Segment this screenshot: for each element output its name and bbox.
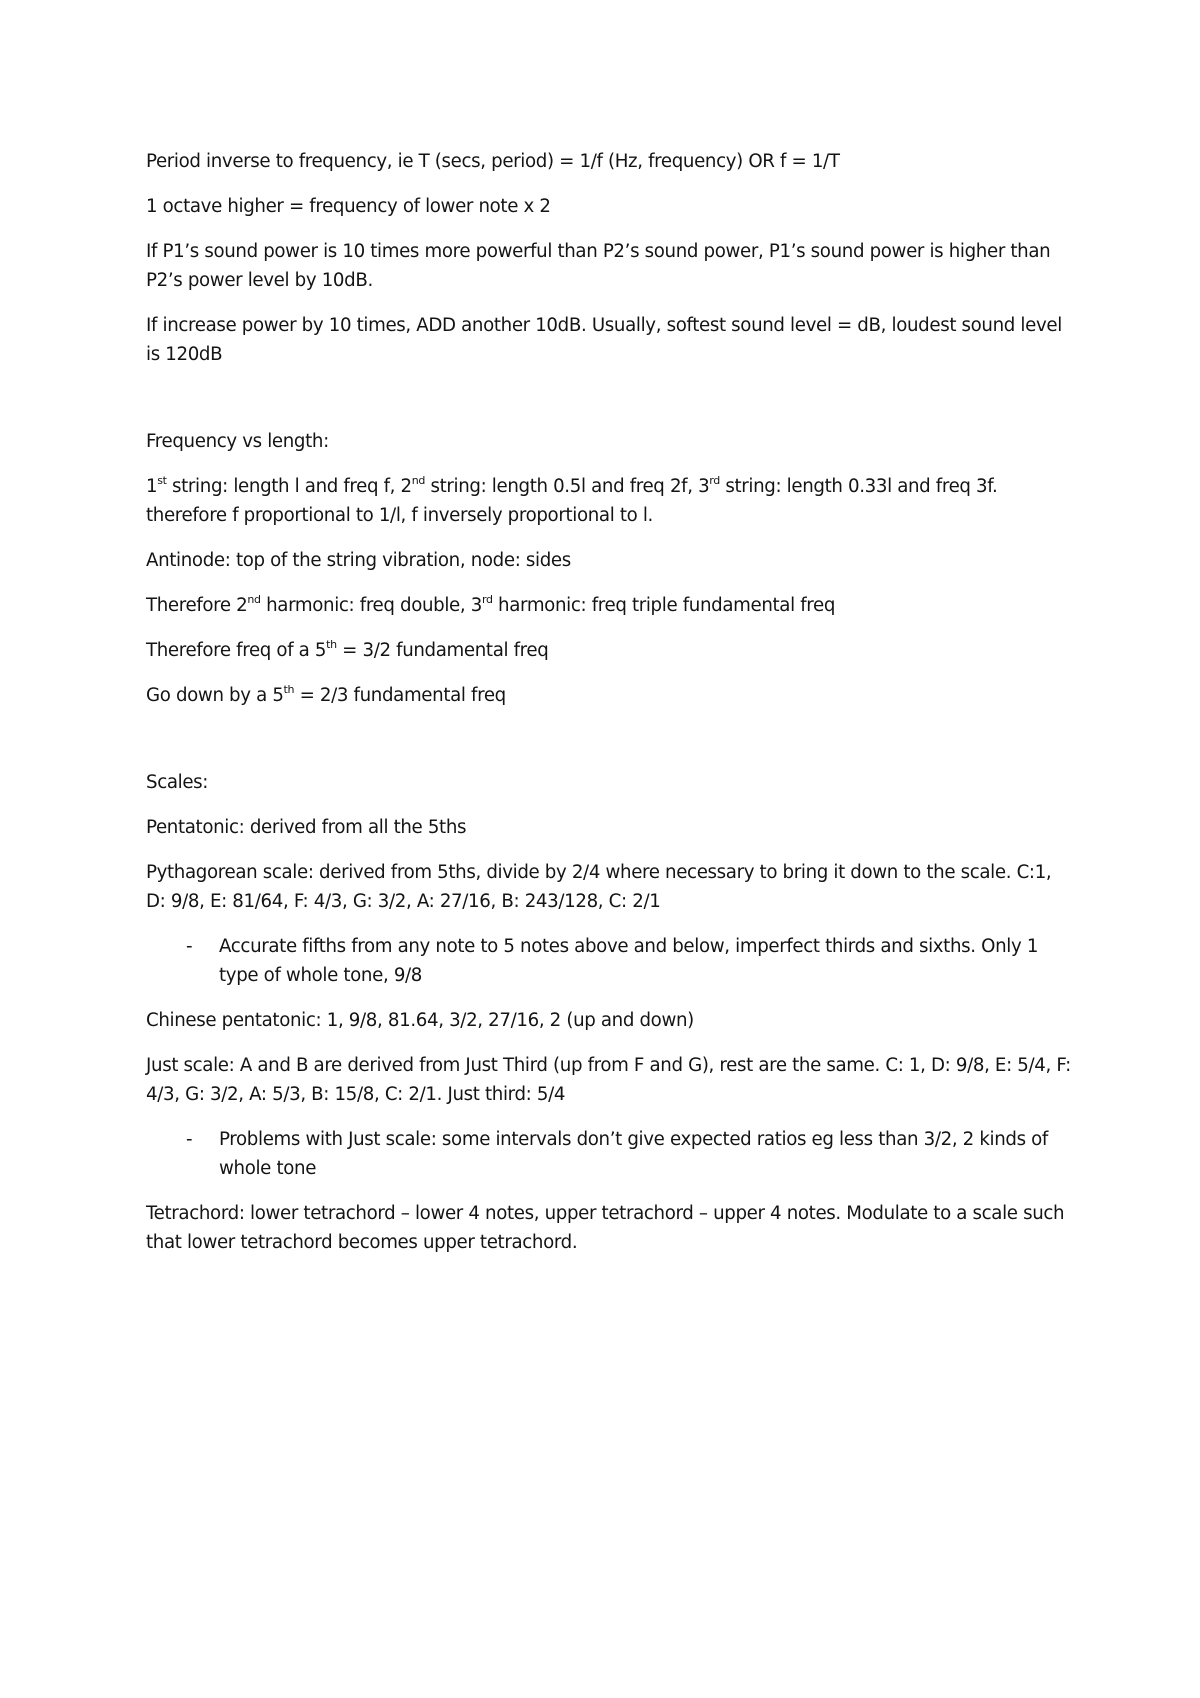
ordinal-superscript: st [157,473,167,487]
paragraph-sound-power: If P1’s sound power is 10 times more powerful than P2’s sound power, P1’s sound power is higher than P2’s power level by 10dB. [146,241,1051,291]
paragraph-decibel: If increase power by 10 times, ADD another 10dB. Usually, softest sound level = dB, loudest sound level is 120dB [146,315,1062,365]
bullet-text: Problems with Just scale: some intervals don’t give expected ratios eg less than 3/2, 2 kinds of whole tone [219,1129,1048,1179]
ordinal-superscript: th [283,682,295,696]
ordinal-superscript: nd [247,592,261,606]
text-run: harmonic: freq double, 3 [260,595,482,616]
paragraph-pythagorean: Pythagorean scale: derived from 5ths, divide by 2/4 where necessary to bring it down to the scale. C:1, D: 9/8, E: 81/64, F: 4/3, G: 3/2, A: 27/16, B: 243/128, C: 2/1 [146,862,1052,912]
ordinal-superscript: nd [411,473,426,487]
text-run: Go down by a 5 [146,685,284,706]
paragraph-string-lengths [146,472,1076,530]
ordinal-superscript: th [326,637,337,651]
text-run: string: length 0.33l and freq 3f. therefore f proportional to 1/l, f inversely proportional to l. [146,476,998,526]
text-run: = 3/2 fundamental freq [336,640,549,661]
bullet-dash: - [186,936,193,957]
spacer [146,385,1076,427]
heading-scales: Scales: [146,772,209,793]
paragraph-fifth-down [146,681,1076,710]
text-run: harmonic: freq triple fundamental freq [492,595,836,616]
paragraph-fifth-up [146,636,1076,665]
paragraph-pentatonic: Pentatonic: derived from all the 5ths [146,817,467,838]
text-run: string: length l and freq f, 2 [166,476,412,497]
spacer [146,726,1076,768]
paragraph-chinese-pentatonic: Chinese pentatonic: 1, 9/8, 81.64, 3/2, 27/16, 2 (up and down) [146,1010,694,1031]
paragraph-octave: 1 octave higher = frequency of lower note x 2 [146,196,551,217]
bullet-item-just-scale [146,1125,1076,1183]
document-body [146,147,1076,1273]
bullet-dash: - [186,1129,193,1150]
text-run: 1 [146,476,158,497]
bullet-item-pythagorean [146,932,1076,990]
text-run: string: length 0.5l and freq 2f, 3 [425,476,710,497]
paragraph-tetrachord: Tetrachord: lower tetrachord – lower 4 notes, upper tetrachord – upper 4 notes. Modulate to a scale such that lower tetrachord becomes upper tetrachord. [146,1203,1065,1253]
ordinal-superscript: rd [709,473,720,487]
ordinal-superscript: rd [481,592,493,606]
text-run: Therefore 2 [146,595,248,616]
text-run: = 2/3 fundamental freq [294,685,506,706]
paragraph-harmonics [146,591,1076,620]
bullet-text: Accurate fifths from any note to 5 notes above and below, imperfect thirds and sixths. Only 1 type of whole tone, 9/8 [219,936,1039,986]
text-run: Therefore freq of a 5 [146,640,327,661]
paragraph-antinode: Antinode: top of the string vibration, node: sides [146,550,571,571]
heading-frequency-vs-length: Frequency vs length: [146,431,329,452]
paragraph-just-scale: Just scale: A and B are derived from Just Third (up from F and G), rest are the same. C: 1, D: 9/8, E: 5/4, F: 4/3, G: 3/2, A: 5/3, B: 15/8, C: 2/1. Just third: 5/4 [146,1055,1071,1105]
paragraph-period-frequency: Period inverse to frequency, ie T (secs, period) = 1/f (Hz, frequency) OR f = 1/T [146,151,840,172]
